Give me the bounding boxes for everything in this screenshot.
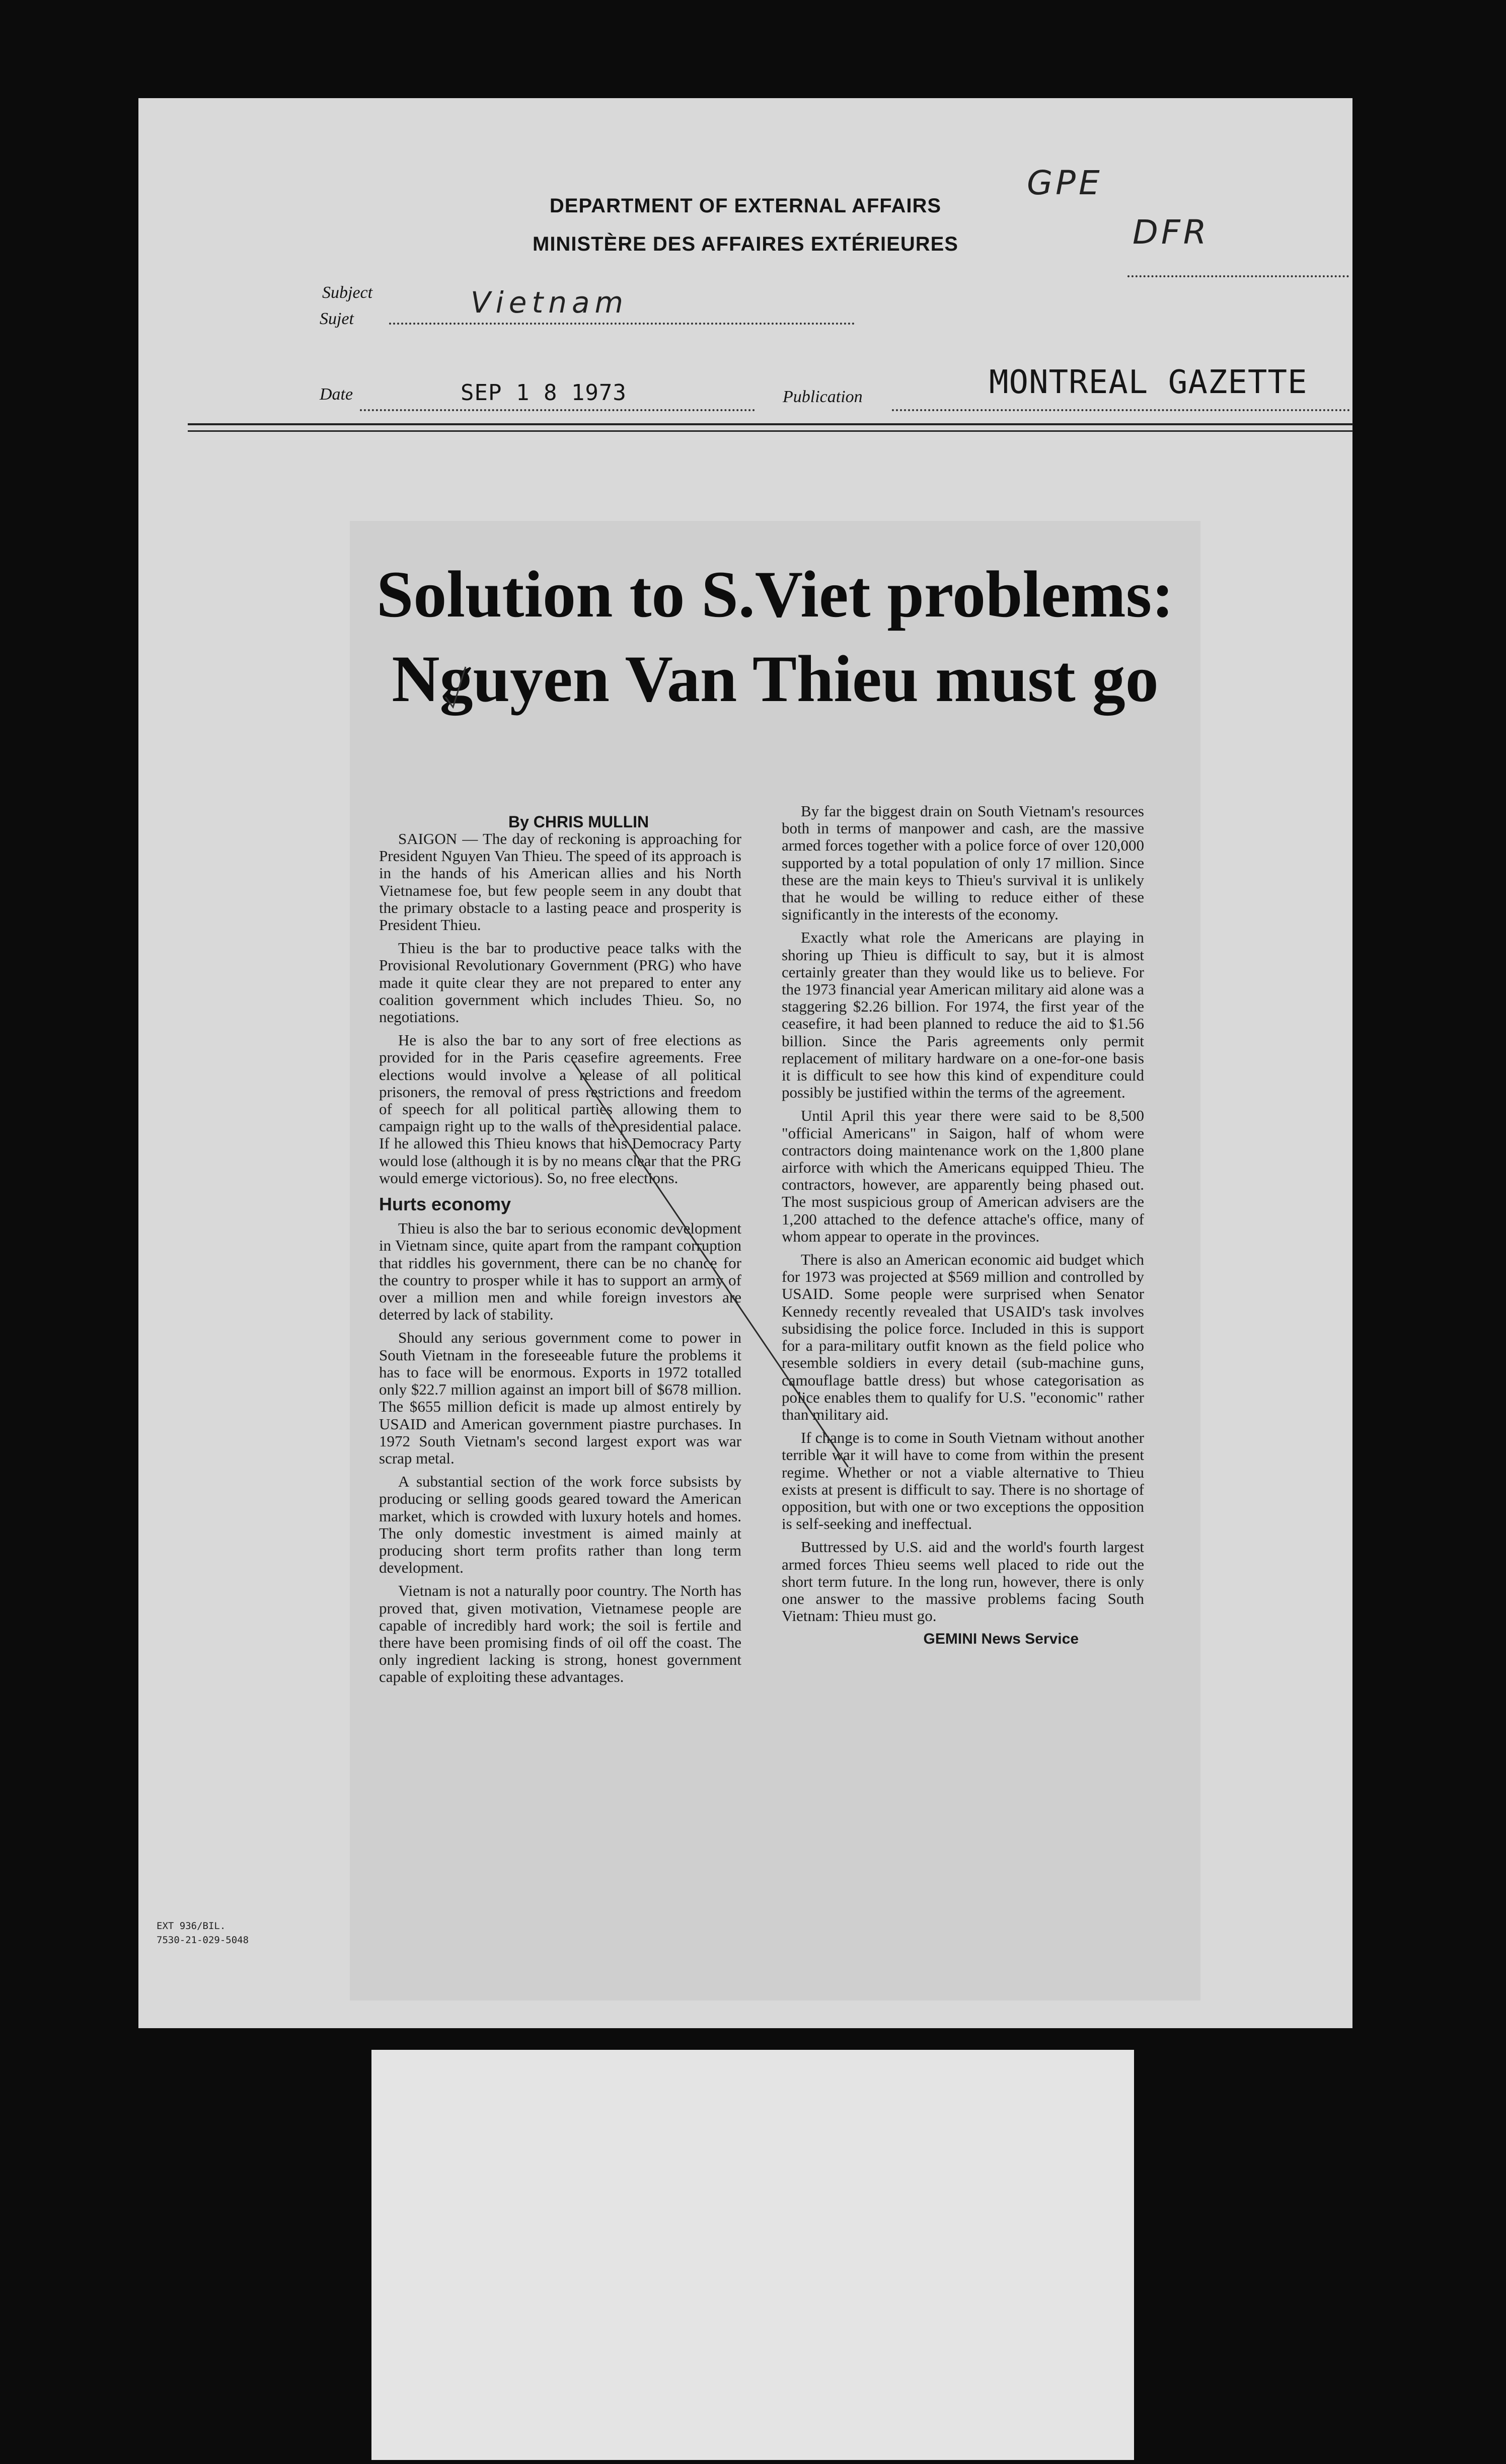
paragraph: There is also an American economic aid budget which for 1973 was projected at $569 million and controlled by USAID. Some people were surprised when Senator Kennedy recently revealed that USAID's task involves subsidising the police force. Included in this is support for a para-military outfit known as the field police who resemble soldiers in every detail (sub-machine guns, camouflage battle dress) but whose categorisation as police enables them to qualify for U.S. "economic" rather than military aid. <box>782 1251 1144 1423</box>
publication-label: Publication <box>783 388 863 406</box>
paragraph: Should any serious government come to power in South Vietnam in the foreseeable future the problems it has to face will be enormous. Exports in 1972 totalled only $22.7 million against an import bill of $678 million. The $655 million deficit is made up almost entirely by USAID and American government piastre purchases. In 1972 South Vietnam's second largest export was war scrap metal. <box>379 1329 741 1467</box>
paragraph: Until April this year there were said to be 8,500 "official Americans" in Saigon, half of whom were contractors doing maintenance work on the 1,800 plane airforce with which the Americans equipped Thieu. The contractors, however, are apparently being phased out. The most suspicious group of American advisers are the 1,200 attached to the defence attache's office, many of whom appear to operate in the provinces. <box>782 1107 1144 1245</box>
date-stamp: SEP 1 8 1973 <box>461 380 627 406</box>
paragraph: He is also the bar to any sort of free elections as provided for in the Paris ceasefire agreements. Free elections would involve a release of all political prisoners, the removal of press restrictions and freedom of speech for all political parties allowing them to campaign right up to the walls of the presidential palace. If he allowed this Thieu knows that his Democracy Party would lose (although it is by no means clear that the PRG would emerge victorious). So, no free elections. <box>379 1031 741 1187</box>
headline-line-1: Solution to S.Viet problems: <box>376 557 1174 631</box>
paragraph: Buttressed by U.S. aid and the world's fourth largest armed forces Thieu seems well placed to ride out the short term future. In the long run, however, there is only one answer to the massive problems facing South Vietnam: Thieu must go. <box>782 1538 1144 1625</box>
byline: By CHRIS MULLIN <box>508 813 649 831</box>
subject-dotted-line <box>389 323 855 325</box>
header-rule-bottom <box>188 430 1353 432</box>
news-service-credit: GEMINI News Service <box>923 1631 1079 1648</box>
headline-line-2: Nguyen Van Thieu must go <box>392 642 1159 716</box>
publication-stamp: MONTREAL GAZETTE <box>989 364 1308 401</box>
date-dotted-line <box>360 409 755 411</box>
blank-card <box>371 2050 1134 2460</box>
department-title-fr: MINISTÈRE DES AFFAIRES EXTÉRIEURES <box>533 233 958 255</box>
subject-label-en: Subject <box>322 283 373 302</box>
date-label: Date <box>320 385 353 404</box>
subject-label-fr: Sujet <box>320 310 354 328</box>
paragraph: A substantial section of the work force subsists by producing or selling goods geared toward the American market, which is crowded with luxury hotels and homes. The only domestic investment is aimed mainly at producing short term profits rather than long term development. <box>379 1473 741 1577</box>
paragraph: SAIGON — The day of reckoning is approaching for President Nguyen Van Thieu. The speed of its approach is in the hands of his American allies and his North Vietnamese foe, but few people seem in any doubt that the primary obstacle to a lasting peace and prosperity is President Thieu. <box>379 830 741 934</box>
diagonal-pen-stroke <box>571 1059 848 1467</box>
form-code-1: EXT 936/BIL. <box>157 1920 226 1932</box>
newspaper-clipping <box>350 521 1200 2000</box>
subject-handwritten: Vietnam <box>471 285 629 320</box>
paragraph: By far the biggest drain on South Vietnam's resources both in terms of manpower and cash, are the massive armed forces together with a police force of over 120,000 supported by a total population of only 17 million. Since these are the main keys to Thieu's survival it is unlikely that he would be willing to reduce either of these significantly in the interests of the economy. <box>782 802 1144 923</box>
routing-dotted-line <box>1127 275 1349 277</box>
department-title-en: DEPARTMENT OF EXTERNAL AFFAIRS <box>549 195 942 217</box>
paragraph: Vietnam is not a naturally poor country. The North has proved that, given motivation, Vietnamese people are capable of incredibly hard work; the soil is fertile and there have been promising finds of oil off the coast. The only ingredient lacking is strong, honest government capable of exploiting these advantages. <box>379 1582 741 1686</box>
pen-marks <box>350 521 1200 2000</box>
paragraph: Thieu is the bar to productive peace talks with the Provisional Revolutionary Government (PRG) who have made it quite clear they are not prepared to enter any coalition government which includes Thieu. So, no negotiations. <box>379 939 741 1026</box>
headline-pen-mark <box>445 667 466 707</box>
memo-form-sheet <box>138 98 1352 2028</box>
publication-dotted-line <box>892 409 1350 411</box>
form-code-2: 7530-21-029-5048 <box>157 1935 249 1946</box>
margin-note-gpe: GPE <box>1027 164 1103 202</box>
paragraph: If change is to come in South Vietnam without another terrible war it will have to come from within the present regime. Whether or not a viable alternative to Thieu exists at present is difficult to say. There is no shortage of opposition, but with one or two exceptions the opposition is self-seeking and ineffectual. <box>782 1429 1144 1533</box>
header-rule-top <box>188 423 1353 425</box>
paragraph: Exactly what role the Americans are playing in shoring up Thieu is difficult to say, but it is almost certainly greater than they would like us to believe. For the 1973 financial year American military aid alone was a staggering $2.26 billion. For 1974, the first year of the ceasefire, it had been planned to reduce the aid to $1.56 billion. Since the Paris agreements only permit replacement of military hardware on a one-for-one basis it is difficult to see how this kind of expenditure could possibly be justified within the terms of the agreement. <box>782 929 1144 1102</box>
paragraph: Thieu is also the bar to serious economic development in Vietnam since, quite apart from the rampant corruption that riddles his government, there can be no chance for the country to prosper while it has to support an army of over a million men and while foreign investors are deterred by lack of stability. <box>379 1219 741 1324</box>
subheading: Hurts economy <box>379 1194 511 1215</box>
margin-note-dfr: DFR <box>1133 213 1210 252</box>
